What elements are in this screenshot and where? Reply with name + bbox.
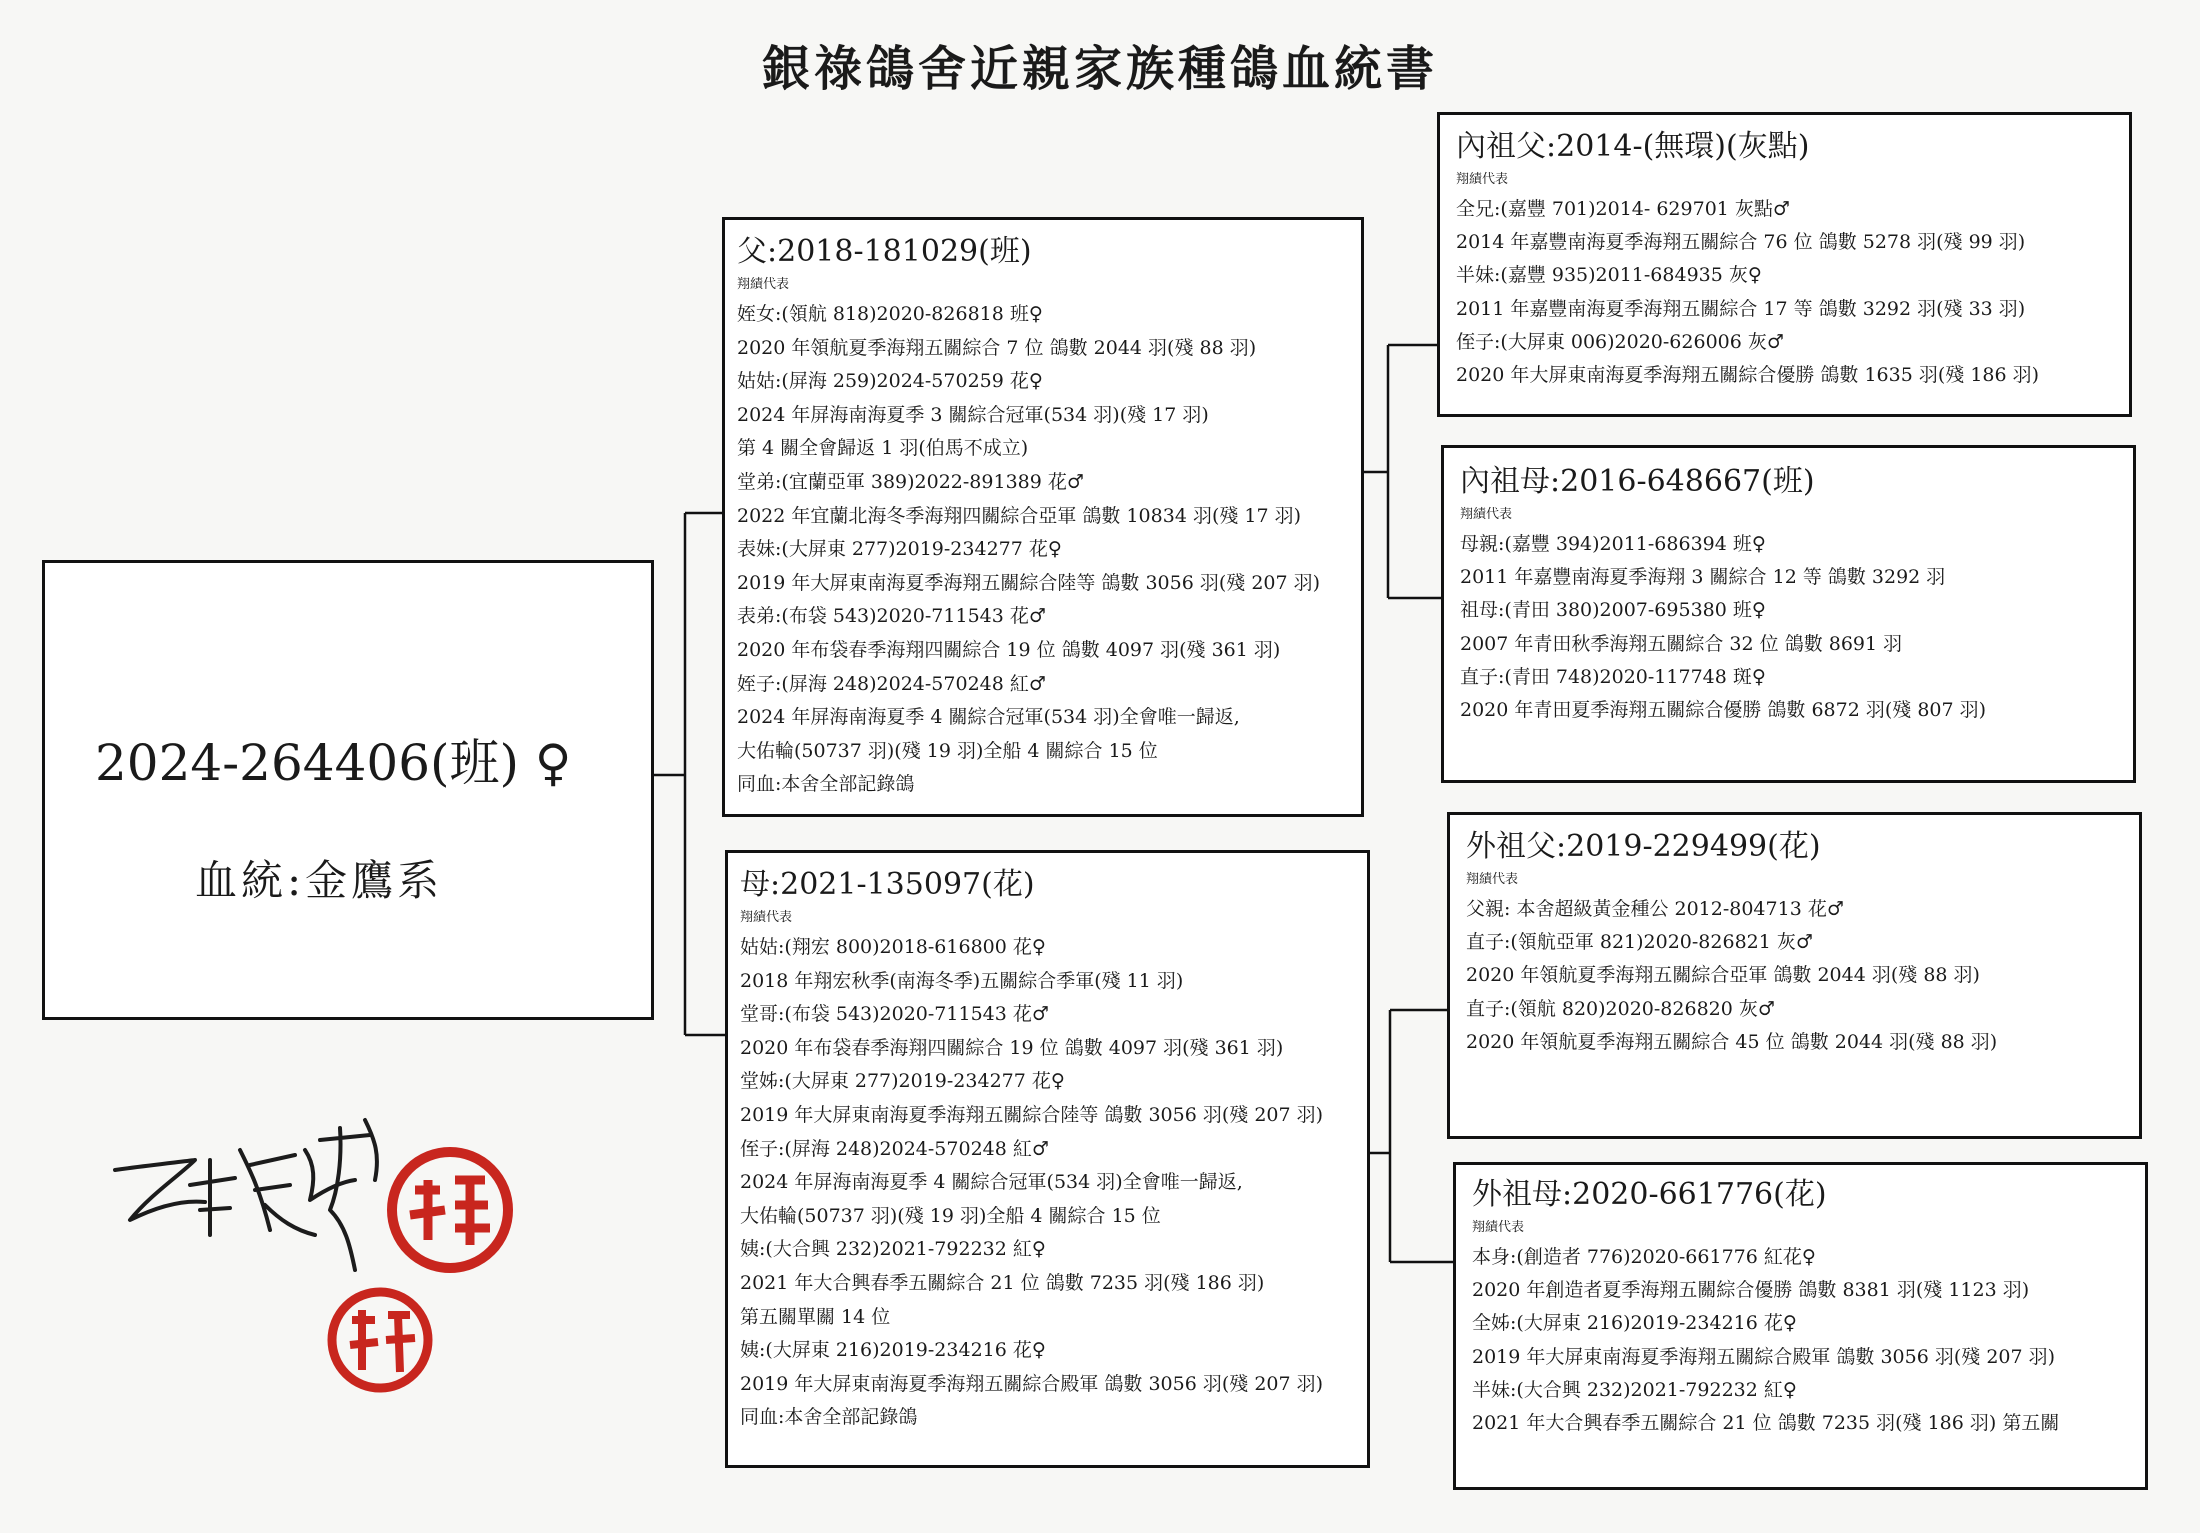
record-line: 2020 年領航夏季海翔五關綜合 7 位 鴿數 2044 羽(殘 88 羽) — [737, 336, 1257, 359]
record-line: 2018 年翔宏秋季(南海冬季)五關綜合季軍(殘 11 羽) — [740, 969, 1184, 992]
paternal-grandmother-header: 內祖母:2016-648667(班) — [1460, 464, 1815, 499]
paternal-grandfather-record-list — [1456, 193, 2119, 392]
record-line: 2021 年大合興春季五關綜合 21 位 鴿數 7235 羽(殘 186 羽) 第五關 — [1472, 1412, 2060, 1435]
maternal-grandmother-record-label: 翔績代表 — [1472, 1220, 1525, 1235]
signature-and-seals — [110, 1110, 530, 1410]
record-line: 2020 年領航夏季海翔五關綜合亞軍 鴿數 2044 羽(殘 88 羽) — [1466, 964, 1980, 987]
seal-stamp-upper — [392, 1152, 508, 1268]
record-line: 第 4 關全會歸返 1 羽(伯馬不成立) — [737, 437, 1029, 460]
record-line: 大佑輪(50737 羽)(殘 19 羽)全船 4 關綜合 15 位 — [737, 739, 1158, 762]
record-line: 侄子:(屏海 248)2024-570248 紅♂ — [740, 1137, 1049, 1160]
paternal-grandfather-box — [1437, 112, 2132, 417]
record-line: 2019 年大屏東南海夏季海翔五關綜合殿軍 鴿數 3056 羽(殘 207 羽) — [1472, 1345, 2056, 1368]
record-line: 姨:(大合興 232)2021-792232 紅♀ — [740, 1238, 1046, 1261]
record-line: 2019 年大屏東南海夏季海翔五關綜合陸等 鴿數 3056 羽(殘 207 羽) — [740, 1103, 1324, 1126]
record-line: 本身:(創造者 776)2020-661776 紅花♀ — [1472, 1246, 1816, 1268]
record-line: 堂哥:(布袋 543)2020-711543 花♂ — [740, 1003, 1049, 1026]
record-line: 表弟:(布袋 543)2020-711543 花♂ — [737, 605, 1046, 628]
record-line: 半妹:(大合興 232)2021-792232 紅♀ — [1472, 1378, 1797, 1401]
document-title: 銀祿鴿舍近親家族種鴿血統書 — [761, 41, 1438, 97]
record-line: 2020 年大屏東南海夏季海翔五關綜合優勝 鴿數 1635 羽(殘 186 羽) — [1456, 364, 2040, 387]
paternal-grandfather-header: 內祖父:2014-(無環)(灰點) — [1456, 129, 1810, 164]
record-line: 全兄:(嘉豐 701)2014- 629701 灰點♂ — [1456, 198, 1790, 220]
record-line: 2021 年大合興春季五關綜合 21 位 鴿數 7235 羽(殘 186 羽) — [740, 1271, 1265, 1294]
record-line: 2019 年大屏東南海夏季海翔五關綜合殿軍 鴿數 3056 羽(殘 207 羽) — [740, 1372, 1324, 1395]
handwritten-signature — [115, 1120, 377, 1270]
record-line: 第五關單關 14 位 — [740, 1305, 891, 1328]
record-line: 父親: 本舍超級黃金種公 2012-804713 花♂ — [1466, 898, 1844, 920]
subject-box — [42, 560, 654, 1020]
mother-record-label: 翔績代表 — [740, 910, 793, 925]
record-line: 2020 年布袋春季海翔四關綜合 19 位 鴿數 4097 羽(殘 361 羽) — [737, 638, 1281, 661]
record-line: 2024 年屏海南海夏季 3 關綜合冠軍(534 羽)(殘 17 羽) — [737, 403, 1209, 426]
record-line: 2011 年嘉豐南海夏季海翔五關綜合 17 等 鴿數 3292 羽(殘 33 羽) — [1456, 297, 2026, 320]
father-box — [722, 217, 1364, 817]
record-line: 2022 年宜蘭北海冬季海翔四關綜合亞軍 鴿數 10834 羽(殘 17 羽) — [737, 504, 1302, 527]
record-line: 2024 年屏海南海夏季 4 關綜合冠軍(534 羽)全會唯一歸返, — [737, 706, 1240, 729]
record-line: 同血:本舍全部記錄鴿 — [737, 773, 915, 796]
record-line: 姪子:(屏海 248)2024-570248 紅♂ — [737, 672, 1046, 695]
record-line: 2011 年嘉豐南海夏季海翔 3 關綜合 12 等 鴿數 3292 羽 — [1460, 566, 1946, 589]
maternal-grandfather-header: 外祖父:2019-229499(花) — [1466, 829, 1821, 864]
paternal-grandfather-record-label: 翔績代表 — [1456, 172, 1509, 187]
record-line: 直子:(領航亞軍 821)2020-826821 灰♂ — [1466, 931, 1813, 954]
record-line: 直子:(青田 748)2020-117748 斑♀ — [1460, 665, 1766, 688]
record-line: 大佑輪(50737 羽)(殘 19 羽)全船 4 關綜合 15 位 — [740, 1204, 1161, 1227]
record-line: 半妹:(嘉豐 935)2011-684935 灰♀ — [1456, 264, 1762, 287]
father-record-list — [737, 298, 1351, 802]
maternal-grandmother-box — [1453, 1162, 2148, 1490]
maternal-grandfather-record-label: 翔績代表 — [1466, 872, 1519, 887]
record-line: 侄子:(大屏東 006)2020-626006 灰♂ — [1456, 330, 1784, 353]
mother-box — [725, 850, 1370, 1468]
record-line: 母親:(嘉豐 394)2011-686394 班♀ — [1460, 533, 1766, 555]
record-line: 2020 年布袋春季海翔四關綜合 19 位 鴿數 4097 羽(殘 361 羽) — [740, 1036, 1284, 1059]
record-line: 2014 年嘉豐南海夏季海翔五關綜合 76 位 鴿數 5278 羽(殘 99 羽) — [1456, 231, 2026, 254]
record-line: 姪女:(領航 818)2020-826818 班♀ — [737, 303, 1043, 325]
mother-record-list — [740, 931, 1357, 1435]
maternal-grandfather-box — [1447, 812, 2142, 1139]
paternal-grandmother-record-label: 翔績代表 — [1460, 507, 1513, 522]
paternal-grandmother-record-list — [1460, 528, 2123, 727]
subject-bloodline: 血統:金鷹系 — [195, 856, 444, 905]
maternal-grandfather-record-list — [1466, 893, 2129, 1059]
father-header: 父:2018-181029(班) — [737, 234, 1032, 269]
record-line: 同血:本舍全部記錄鴿 — [740, 1406, 918, 1429]
record-line: 表妹:(大屏東 277)2019-234277 花♀ — [737, 538, 1062, 561]
record-line: 姨:(大屏東 216)2019-234216 花♀ — [740, 1339, 1046, 1362]
seal-stamp-lower — [332, 1292, 428, 1388]
record-line: 2019 年大屏東南海夏季海翔五關綜合陸等 鴿數 3056 羽(殘 207 羽) — [737, 571, 1321, 594]
mother-header: 母:2021-135097(花) — [740, 867, 1035, 902]
record-line: 堂姊:(大屏東 277)2019-234277 花♀ — [740, 1070, 1065, 1093]
record-line: 2020 年領航夏季海翔五關綜合 45 位 鴿數 2044 羽(殘 88 羽) — [1466, 1030, 1998, 1053]
record-line: 2020 年創造者夏季海翔五關綜合優勝 鴿數 8381 羽(殘 1123 羽) — [1472, 1279, 2030, 1302]
record-line: 姑姑:(翔宏 800)2018-616800 花♀ — [740, 936, 1046, 958]
record-line: 全姊:(大屏東 216)2019-234216 花♀ — [1472, 1312, 1797, 1335]
record-line: 2007 年青田秋季海翔五關綜合 32 位 鴿數 8691 羽 — [1460, 632, 1903, 655]
record-line: 2020 年青田夏季海翔五關綜合優勝 鴿數 6872 羽(殘 807 羽) — [1460, 699, 1987, 722]
record-line: 堂弟:(宜蘭亞軍 389)2022-891389 花♂ — [737, 470, 1084, 493]
record-line: 直子:(領航 820)2020-826820 灰♂ — [1466, 997, 1775, 1020]
maternal-grandmother-record-list — [1472, 1241, 2135, 1440]
maternal-grandmother-header: 外祖母:2020-661776(花) — [1472, 1177, 1827, 1212]
record-line: 姑姑:(屏海 259)2024-570259 花♀ — [737, 370, 1043, 393]
father-record-label: 翔績代表 — [737, 277, 790, 292]
record-line: 2024 年屏海南海夏季 4 關綜合冠軍(534 羽)全會唯一歸返, — [740, 1171, 1243, 1194]
record-line: 祖母:(青田 380)2007-695380 班♀ — [1460, 599, 1766, 622]
paternal-grandmother-box — [1441, 445, 2136, 783]
subject-ring-number: 2024-264406(班) ♀ — [95, 734, 572, 792]
